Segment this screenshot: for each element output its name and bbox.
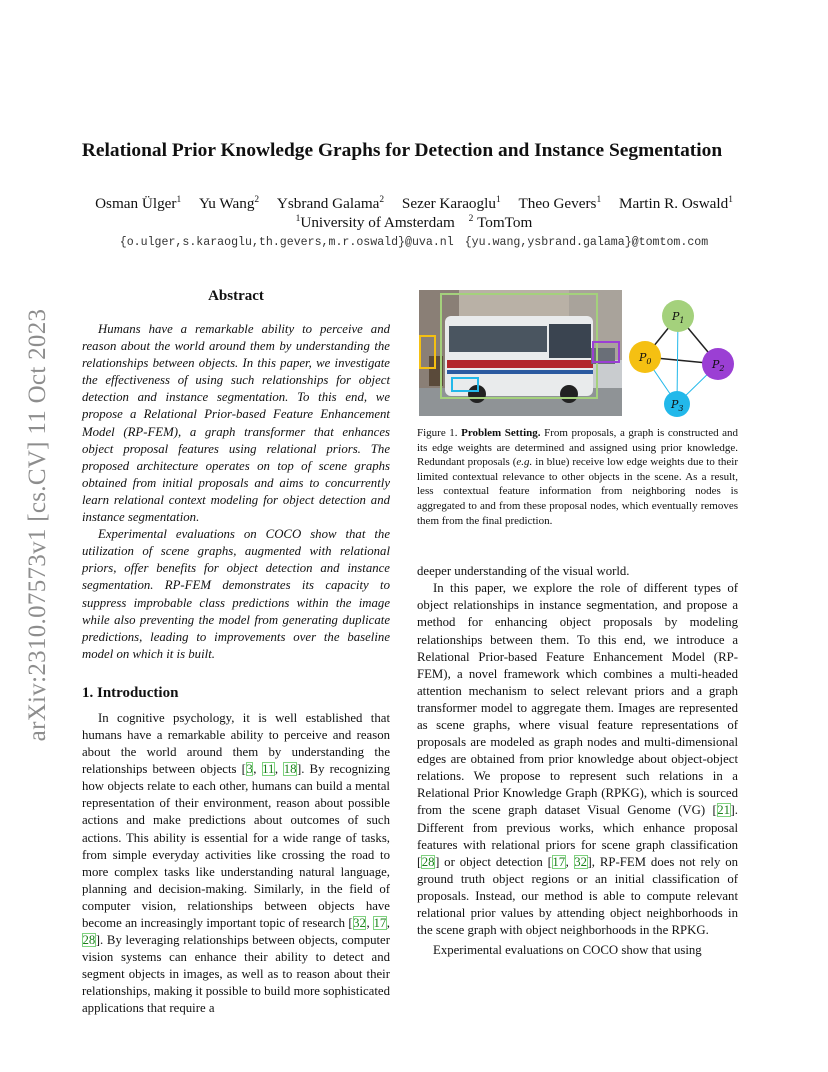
author: Ysbrand Galama$^2$ (276, 194, 385, 212)
citation-link[interactable]: 32 (353, 916, 366, 930)
figure-caption: Figure 1. Problem Setting. From proposals, a graph is constructed and its edge weights are determined and assigned using prior knowledge. Redundant proposals (e.g. in blue) receive low edge weights due to their limited contextual relevance to other objects in the scene. As a result, less contextual feature information from neighboring nodes is aggregated to and from these proposal nodes, which eventually removes them from the final prediction. (417, 427, 739, 527)
author-emails (40, 236, 788, 249)
citation-link[interactable]: 3 (246, 762, 253, 777)
introduction-paragraph: In cognitive psychology, it is well established that humans have a remarkable ability to perceive and reason about the world around them by understanding the relationships between objects [3, 11, 18]. By recognizing how objects relate to each other, humans can build a mental representation of their environment, reason about possible actions and make predictions about outcomes of such actions. This ability is essential for a wide range of tasks, from simple everyday activities like crossing the road to more complex tasks like understanding natural language, planning and decision-making. Similarly, in the field of computer vision, relationships between objects have become an increasingly important topic of research [32, 17, 28]. By leveraging relationships between objects, computer vision systems can enhance their ability to detect and segment objects in images, as well as to reason about their relationships, making it possible to build more sophisticated applications that require a (82, 710, 391, 1016)
abstract-paragraph: Experimental evaluations on COCO show that the utilization of scene graphs, augmented with relational priors, offer benefits for object detection and instance segmentation. RP-FEM demonstrates its capacity to suppress improbable class predictions within the image while also preventing the model from generating duplicate predictions, leading to improvements over the baseline model on which it is built. (82, 527, 390, 661)
arxiv-identifier-stamp: arXiv:2310.07573v1 [cs.CV] 11 Oct 2023 (24, 308, 51, 742)
graph-node (664, 391, 690, 417)
svg-text:P1: $P_1$ (672, 310, 685, 325)
citation-link[interactable]: 21 (717, 803, 731, 818)
graph-node (702, 348, 734, 380)
author: Martin R. Oswald$^1$ (618, 194, 733, 212)
body-paragraph: Experimental evaluations on COCO show that using (433, 943, 702, 958)
author: Sezer Karaoglu$^1$ (401, 194, 501, 212)
abstract-paragraph: Humans have a remarkable ability to perceive and reason about the world around them by understanding the relationships between objects. In this paper, we investigate the effectiveness of using such relationships for object detection and instance segmentation. To this end, we propose a Relational Prior-based Feature Enhancement Model (RP-FEM), a graph transformer that enhances object proposal features using relational priors. The proposed architecture operates on top of scene graphs obtained from initial proposals and aims to concurrently learn relational context modeling for object detection and instance segmentation. (82, 322, 390, 525)
figure-1 (417, 288, 738, 418)
paper-title: Relational Prior Knowledge Graphs for Detection and Instance Segmentation (81, 140, 723, 161)
citation-link[interactable]: 18 (283, 762, 297, 777)
svg-text:P3: $P_3$ (671, 398, 684, 413)
affiliation: $^1$University of Amsterdam (295, 213, 455, 231)
body-paragraph: deeper understanding of the visual world. (417, 564, 630, 579)
affiliations (40, 214, 788, 232)
svg-text:P2: $P_2$ (712, 358, 725, 373)
email-group: {o.ulger,s.karaoglu,th.gevers,m.r.oswald}@uva.nl (119, 236, 454, 249)
introduction-heading: 1. Introduction (82, 684, 179, 701)
citation-link[interactable]: 28 (82, 933, 96, 948)
author-list (40, 195, 788, 213)
citation-link[interactable]: 17 (373, 916, 387, 930)
right-column (417, 288, 738, 959)
relational-graph-diagram (623, 288, 741, 418)
citation-link[interactable]: 32 (574, 854, 588, 869)
left-column (82, 288, 390, 1018)
citation-link[interactable]: 11 (262, 762, 275, 777)
author: Osman Ülger$^1$ (95, 194, 182, 212)
bus-scene-photo (419, 290, 622, 416)
author: Yu Wang$^2$ (198, 194, 260, 212)
affiliation: $^2$ TomTom (468, 213, 533, 231)
body-paragraph: In this paper, we explore the role of different types of object relationships in instance segmentation, and propose a method for enhancing object proposals by modeling relationships between them. To this end, we introduce a Relational Prior-based Feature Enhancement Model (RP-FEM), a novel framework which combines a multi-headed attention mechanism to select relevant priors and a graph transformer model to aggregate them. Images are represented as scene graphs, where visual feature representations of proposals are modeled as graph nodes and multi-dimensional edges are obtained from prior knowledge about object-object relations. We propose to represent such relations in a Relational Prior Knowledge Graph (RPKG), which is sourced from the scene graph dataset Visual Genome (VG) [21]. Different from previous works, which enhance proposal features with relational priors for scene graph classification [28] or object detection [17, 32], RP-FEM does not rely on ground truth object regions or an initial classification of proposals. Instead, our method is able to compute relevant relational prior values by attending object neighborhoods in the scene graph with object neighborhoods in the RPKG. (417, 581, 738, 938)
abstract-heading: Abstract (208, 288, 264, 304)
author: Theo Gevers$^1$ (518, 194, 602, 212)
citation-link[interactable]: 17 (552, 854, 566, 869)
graph-node (629, 341, 661, 373)
graph-node (662, 300, 694, 332)
citation-link[interactable]: 28 (421, 854, 435, 869)
svg-text:P0: $P_0$ (639, 351, 652, 366)
email-group: {yu.wang,ysbrand.galama}@tomtom.com (464, 236, 709, 249)
abstract (82, 288, 390, 663)
